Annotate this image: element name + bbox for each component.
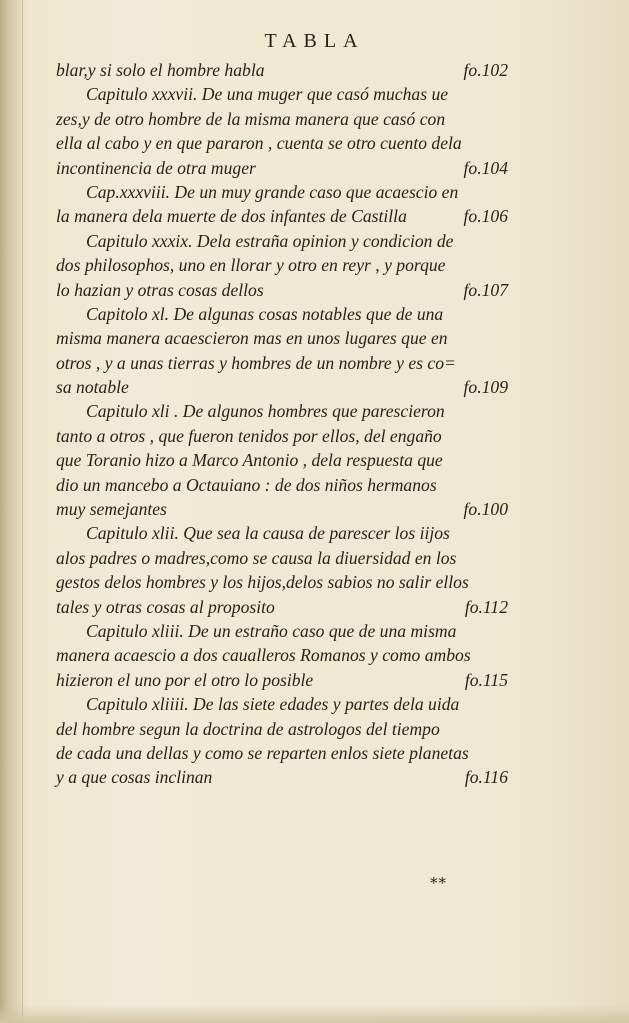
folio-number: fo.112	[464, 596, 508, 617]
end-mark: **	[430, 874, 447, 892]
toc-line	[56, 229, 508, 253]
page-gutter	[0, 0, 23, 1023]
toc-line	[56, 448, 508, 472]
toc-line	[56, 156, 508, 180]
toc-line-text: de cada una dellas y como se reparten enlos siete planetas	[56, 742, 469, 763]
running-head: TABLA	[264, 30, 365, 52]
toc-line	[56, 643, 508, 667]
toc-line	[56, 58, 508, 82]
toc-line-text: ella al cabo y en que pararon , cuenta se otro cuento dela	[56, 133, 462, 154]
toc-line-text: blar,y si solo el hombre habla	[56, 60, 265, 80]
toc-line-text: tanto a otros , que fueron tenidos por ellos, del engaño	[56, 425, 442, 446]
folio-number: fo.104	[463, 157, 508, 178]
toc-line	[56, 424, 508, 448]
toc-line-text: la manera dela muerte de dos infantes de Castilla	[56, 206, 407, 227]
toc-line-text: dio un mancebo a Octauiano : de dos niños hermanos	[56, 474, 437, 495]
toc-line-text: Capitulo xliii. De un estraño caso que de una misma	[86, 620, 457, 641]
toc-line-text: misma manera acaescieron mas en unos lugares que en	[56, 328, 448, 349]
toc-line	[56, 570, 508, 594]
folio-number: fo.116	[464, 767, 508, 788]
toc-line	[56, 692, 508, 716]
toc-line-text: que Toranio hizo a Marco Antonio , dela respuesta que	[56, 450, 443, 471]
toc-line-text: gestos delos hombres y los hijos,delos sabios no salir ellos	[56, 572, 469, 593]
toc-line-text: y a que cosas inclinan	[56, 767, 213, 788]
toc-line-text: alos padres o madres,como se causa la diuersidad en los	[56, 547, 457, 568]
toc-line	[56, 521, 508, 545]
folio-number: fo.107	[463, 279, 508, 300]
toc-line	[56, 82, 508, 106]
toc-line	[56, 741, 508, 765]
toc-line	[56, 253, 508, 277]
toc-line	[56, 668, 508, 692]
toc-line	[56, 351, 508, 375]
toc-line-text: Capitulo xxxix. Dela estraña opinion y condicion de	[86, 230, 454, 251]
toc-line	[56, 619, 508, 643]
folio-number: fo.109	[463, 377, 508, 398]
toc-line-text: Capitulo xlii. Que sea la causa de parescer los iijos	[86, 523, 450, 544]
toc-line	[56, 546, 508, 570]
toc-line	[56, 180, 508, 204]
toc-line	[56, 399, 508, 423]
toc-line	[56, 765, 508, 789]
toc-line-text: Cap.xxxviii. De un muy grande caso que acaescio en	[86, 181, 459, 202]
toc-line-text: Capitolo xl. De algunas cosas notables que de una	[86, 303, 444, 324]
toc-line	[56, 375, 508, 399]
toc-line-text: incontinencia de otra muger	[56, 157, 256, 178]
toc-line-text: del hombre segun la doctrina de astrologos del tiempo	[56, 718, 440, 739]
folio-number: fo.106	[463, 206, 508, 227]
toc-line-text: otros , y a unas tierras y hombres de un nombre y es co=	[56, 352, 456, 373]
toc-line-text: sa notable	[56, 377, 129, 398]
folio-number: fo.102	[463, 60, 508, 80]
toc-line	[56, 473, 508, 497]
toc-line	[56, 107, 508, 131]
toc-line	[56, 278, 508, 302]
toc-line-text: muy semejantes	[56, 499, 167, 520]
toc-line-text: Capitulo xli . De algunos hombres que parescieron	[86, 401, 445, 422]
toc-line-text: dos philosophos, uno en llorar y otro en reyr , y porque	[56, 255, 446, 276]
toc-line-text: manera acaescio a dos caualleros Romanos y como ambos	[56, 645, 471, 666]
toc-line	[56, 302, 508, 326]
toc-line	[56, 204, 508, 228]
folio-number: fo.100	[463, 499, 508, 520]
folio-number: fo.115	[464, 669, 508, 690]
toc-line-text: zes,y de otro hombre de la misma manera que casó con	[56, 108, 446, 129]
toc-line-text: lo hazian y otras cosas dellos	[56, 279, 264, 300]
table-of-contents	[56, 58, 508, 790]
toc-line-text: hizieron el uno por el otro lo posible	[56, 669, 314, 690]
toc-line-text: Capitulo xliiii. De las siete edades y partes dela uida	[86, 694, 460, 715]
page-bottom-edge	[0, 1005, 629, 1023]
toc-line	[56, 326, 508, 350]
toc-line	[56, 717, 508, 741]
toc-line	[56, 595, 508, 619]
toc-line	[56, 497, 508, 521]
toc-line	[56, 131, 508, 155]
toc-line-text: Capitulo xxxvii. De una muger que casó muchas ue	[86, 84, 449, 105]
toc-line-text: tales y otras cosas al proposito	[56, 596, 275, 617]
